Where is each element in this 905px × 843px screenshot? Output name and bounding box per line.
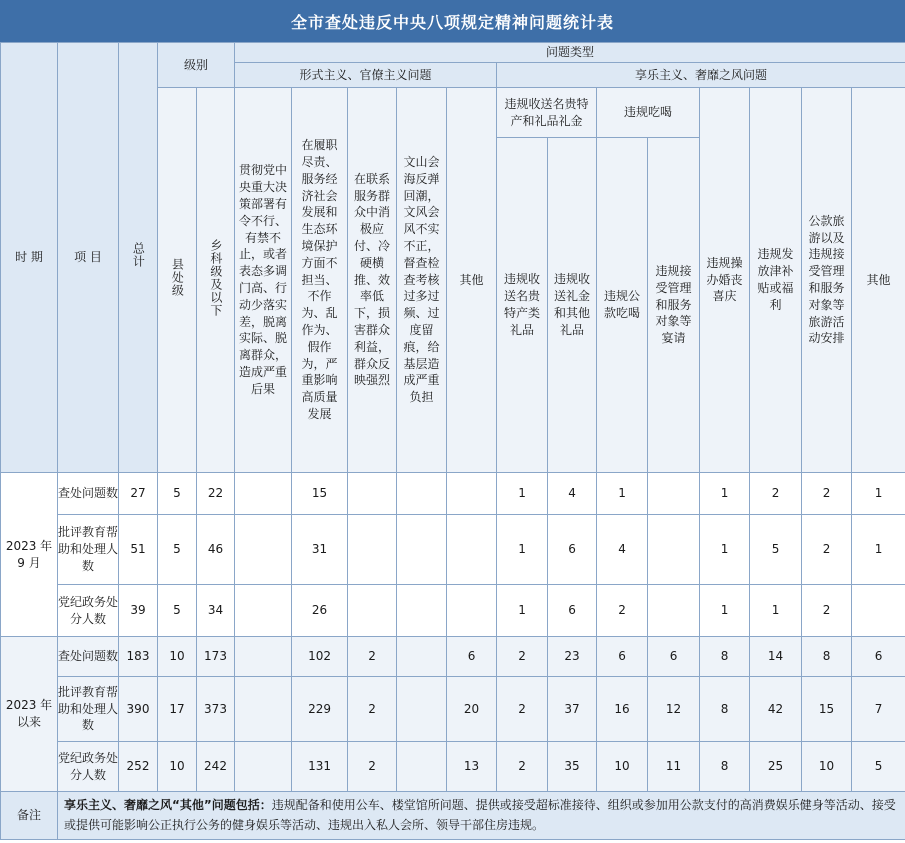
notes-label: 备注 — [1, 792, 58, 840]
cell-h4 — [648, 585, 700, 637]
row-item: 批评教育帮助和处理人数 — [58, 677, 119, 742]
cell-f5: 13 — [447, 742, 497, 792]
cell-f3: 2 — [348, 677, 397, 742]
cell-f4 — [397, 473, 447, 515]
cell-f5 — [447, 473, 497, 515]
cell-f1 — [235, 742, 292, 792]
notes-text: 违规配备和使用公车、楼堂馆所问题、提供或接受超标准接待、组织或参加用公款支付的高消费娱乐健身等活动、接受或提供可能影响公正执行公务的健身娱乐等活动、违规出入私人会所、领导干部住房违规。 — [64, 798, 896, 832]
header-formalism-group: 形式主义、官僚主义问题 — [235, 63, 497, 88]
cell-f2: 229 — [292, 677, 348, 742]
cell-h7: 2 — [802, 585, 852, 637]
header-level-county: 县处级 — [158, 88, 197, 473]
cell-f4 — [397, 677, 447, 742]
cell-h7: 2 — [802, 473, 852, 515]
cell-total: 183 — [119, 637, 158, 677]
header-col-h3: 违规公款吃喝 — [597, 138, 648, 473]
cell-h1: 1 — [497, 585, 548, 637]
row-item: 党纪政务处分人数 — [58, 742, 119, 792]
cell-f4 — [397, 637, 447, 677]
cell-h1: 2 — [497, 742, 548, 792]
header-eating-group: 违规吃喝 — [597, 88, 700, 138]
cell-f1 — [235, 515, 292, 585]
cell-township: 34 — [197, 585, 235, 637]
cell-total: 252 — [119, 742, 158, 792]
cell-h8 — [852, 585, 905, 637]
cell-f2: 131 — [292, 742, 348, 792]
cell-f4 — [397, 515, 447, 585]
cell-f5: 6 — [447, 637, 497, 677]
header-gifts-group: 违规收送名贵特产和礼品礼金 — [497, 88, 597, 138]
cell-county: 10 — [158, 637, 197, 677]
cell-h8: 1 — [852, 473, 905, 515]
cell-f2: 15 — [292, 473, 348, 515]
cell-h7: 2 — [802, 515, 852, 585]
cell-h4: 6 — [648, 637, 700, 677]
cell-h4 — [648, 473, 700, 515]
cell-h6: 2 — [750, 473, 802, 515]
table-row — [1, 742, 905, 792]
cell-h5: 8 — [700, 637, 750, 677]
cell-f1 — [235, 637, 292, 677]
table-row — [1, 677, 905, 742]
cell-h5: 8 — [700, 677, 750, 742]
header-col-h4: 违规接受管理和服务对象等宴请 — [648, 138, 700, 473]
cell-township: 22 — [197, 473, 235, 515]
cell-h3: 1 — [597, 473, 648, 515]
header-hedonism-group: 享乐主义、奢靡之风问题 — [497, 63, 905, 88]
cell-f3: 2 — [348, 742, 397, 792]
cell-h4 — [648, 515, 700, 585]
cell-f1 — [235, 585, 292, 637]
header-item: 项 目 — [58, 43, 119, 473]
cell-h3: 2 — [597, 585, 648, 637]
cell-h3: 6 — [597, 637, 648, 677]
cell-h5: 8 — [700, 742, 750, 792]
header-period: 时 期 — [1, 43, 58, 473]
cell-f5: 20 — [447, 677, 497, 742]
table-row — [1, 515, 905, 585]
cell-h5: 1 — [700, 515, 750, 585]
header-col-h2: 违规收送礼金和其他礼品 — [548, 138, 597, 473]
header-col-f2: 在履职尽责、服务经济社会发展和生态环境保护方面不担当、不作为、乱作为、假作为，严重影响高质量发展 — [292, 88, 348, 473]
cell-total: 390 — [119, 677, 158, 742]
cell-h6: 14 — [750, 637, 802, 677]
header-col-f4: 文山会海反弹回潮，文风会风不实不正，督查检查考核过多过频、过度留痕，给基层造成严重负担 — [397, 88, 447, 473]
notes-bold: 享乐主义、奢靡之风“其他”问题包括： — [64, 798, 272, 813]
cell-h3: 10 — [597, 742, 648, 792]
cell-f3 — [348, 515, 397, 585]
cell-total: 39 — [119, 585, 158, 637]
cell-h2: 23 — [548, 637, 597, 677]
cell-h5: 1 — [700, 585, 750, 637]
cell-f1 — [235, 677, 292, 742]
row-item: 批评教育帮助和处理人数 — [58, 515, 119, 585]
cell-h2: 6 — [548, 515, 597, 585]
period-cell: 2023 年 9 月 — [1, 473, 58, 637]
cell-township: 173 — [197, 637, 235, 677]
period-cell: 2023 年以来 — [1, 637, 58, 792]
cell-f4 — [397, 742, 447, 792]
cell-county: 5 — [158, 515, 197, 585]
table-row — [1, 585, 905, 637]
cell-h6: 42 — [750, 677, 802, 742]
cell-h8: 7 — [852, 677, 905, 742]
cell-h2: 37 — [548, 677, 597, 742]
cell-township: 46 — [197, 515, 235, 585]
cell-h6: 5 — [750, 515, 802, 585]
cell-township: 242 — [197, 742, 235, 792]
cell-h5: 1 — [700, 473, 750, 515]
cell-f5 — [447, 515, 497, 585]
cell-h7: 10 — [802, 742, 852, 792]
cell-f3 — [348, 585, 397, 637]
header-col-h8: 其他 — [852, 88, 905, 473]
cell-county: 5 — [158, 473, 197, 515]
cell-h1: 1 — [497, 515, 548, 585]
cell-h6: 1 — [750, 585, 802, 637]
cell-f2: 31 — [292, 515, 348, 585]
cell-h2: 4 — [548, 473, 597, 515]
cell-h6: 25 — [750, 742, 802, 792]
cell-h4: 11 — [648, 742, 700, 792]
table-title: 全市查处违反中央八项规定精神问题统计表 — [0, 0, 905, 42]
cell-h8: 6 — [852, 637, 905, 677]
cell-f3 — [348, 473, 397, 515]
cell-h1: 2 — [497, 677, 548, 742]
cell-total: 51 — [119, 515, 158, 585]
header-problem-type: 问题类型 — [235, 43, 905, 63]
notes-content — [58, 792, 905, 840]
cell-h3: 16 — [597, 677, 648, 742]
statistics-table — [0, 42, 905, 840]
cell-county: 10 — [158, 742, 197, 792]
cell-h2: 35 — [548, 742, 597, 792]
header-level-township: 乡科级及以下 — [197, 88, 235, 473]
notes-row — [1, 792, 905, 840]
cell-h1: 1 — [497, 473, 548, 515]
header-total: 总计 — [119, 43, 158, 473]
header-col-f1: 贯彻党中央重大决策部署有令不行、有禁不止，或者表态多调门高、行动少落实差，脱离实际、脱离群众，造成严重后果 — [235, 88, 292, 473]
cell-h8: 5 — [852, 742, 905, 792]
cell-township: 373 — [197, 677, 235, 742]
cell-h3: 4 — [597, 515, 648, 585]
cell-h7: 15 — [802, 677, 852, 742]
cell-total: 27 — [119, 473, 158, 515]
cell-h8: 1 — [852, 515, 905, 585]
header-col-f5: 其他 — [447, 88, 497, 473]
cell-f3: 2 — [348, 637, 397, 677]
header-col-h7: 公款旅游以及违规接受管理和服务对象等旅游活动安排 — [802, 88, 852, 473]
row-item: 查处问题数 — [58, 637, 119, 677]
cell-h2: 6 — [548, 585, 597, 637]
cell-county: 5 — [158, 585, 197, 637]
cell-h7: 8 — [802, 637, 852, 677]
header-col-h6: 违规发放津补贴或福利 — [750, 88, 802, 473]
table-row — [1, 637, 905, 677]
cell-county: 17 — [158, 677, 197, 742]
cell-h4: 12 — [648, 677, 700, 742]
cell-f4 — [397, 585, 447, 637]
header-col-f3: 在联系服务群众中消极应付、冷硬横推、效率低下，损害群众利益，群众反映强烈 — [348, 88, 397, 473]
table-row — [1, 473, 905, 515]
header-col-h5: 违规操办婚丧喜庆 — [700, 88, 750, 473]
cell-f5 — [447, 585, 497, 637]
cell-f1 — [235, 473, 292, 515]
header-level: 级别 — [158, 43, 235, 88]
header-col-h1: 违规收送名贵特产类礼品 — [497, 138, 548, 473]
cell-f2: 26 — [292, 585, 348, 637]
cell-f2: 102 — [292, 637, 348, 677]
cell-h1: 2 — [497, 637, 548, 677]
row-item: 党纪政务处分人数 — [58, 585, 119, 637]
row-item: 查处问题数 — [58, 473, 119, 515]
